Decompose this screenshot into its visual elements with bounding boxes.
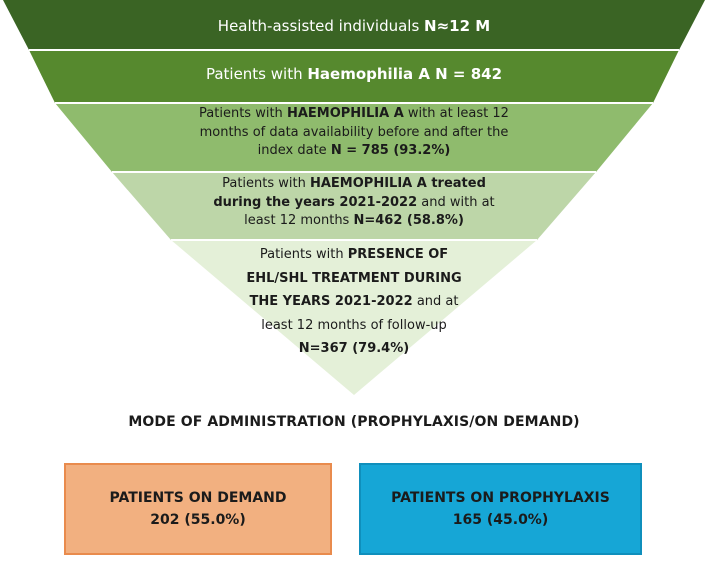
funnel-stage-4-segment-1: Patients with: [222, 176, 310, 191]
funnel-stage-2-segment-1: Patients with: [205, 65, 308, 83]
funnel-stage-3-segment-3: with at least 12 months of data availability before and after the index date: [199, 106, 509, 158]
funnel-stage-4-segment-2: HAEMOPHILIA A treated during the years 2021-2022: [213, 176, 486, 210]
funnel-stage-5-segment-2: PRESENCE OF EHL/SHL TREATMENT DURING THE YEARS 2021-2022: [246, 247, 462, 309]
funnel-stage-4-segment-4: N=462 (58.8%): [353, 213, 464, 228]
funnel-stage-5-segment-1: Patients with: [259, 247, 348, 262]
patients-on-demand-value: 202 (55.0%): [150, 512, 246, 528]
funnel-stage-5-segment-3: and at least 12 months of follow-up: [261, 294, 459, 333]
funnel-stage-3-segment-2: HAEMOPHILIA A: [286, 106, 404, 121]
patients-on-prophylaxis-value: 165 (45.0%): [452, 512, 549, 528]
funnel-stage-4-text: [210, 175, 498, 231]
funnel-stage-4-segment-3: and with at least 12 months: [244, 194, 495, 228]
funnel-stage-5-text: [240, 243, 468, 361]
funnel-stage-5-segment-4: N=367 (79.4%): [298, 341, 410, 356]
funnel-stage-1-text: [120, 16, 588, 36]
funnel-stage-1-segment-1: Health-assisted individuals: [217, 17, 425, 35]
patients-on-demand-label: PATIENTS ON DEMAND: [109, 490, 287, 506]
funnel-stage-3-segment-4: N = 785 (93.2%): [330, 143, 451, 158]
funnel-stage-3-text: [180, 105, 528, 161]
funnel-stage-3-segment-1: Patients with: [199, 106, 287, 121]
mode-of-administration-title: MODE OF ADMINISTRATION (PROPHYLAXIS/ON DEMAND): [128, 414, 580, 430]
patients-on-prophylaxis-label: PATIENTS ON PROPHYLAXIS: [391, 490, 610, 506]
funnel-stage-1-segment-2: N≈12 M: [424, 17, 491, 35]
patients-on-prophylaxis-box: [359, 463, 642, 555]
funnel-stage-2-text: [150, 64, 558, 84]
funnel-stage-2-segment-2: Haemophilia A N = 842: [307, 65, 503, 83]
patients-on-demand-box: [64, 463, 332, 555]
